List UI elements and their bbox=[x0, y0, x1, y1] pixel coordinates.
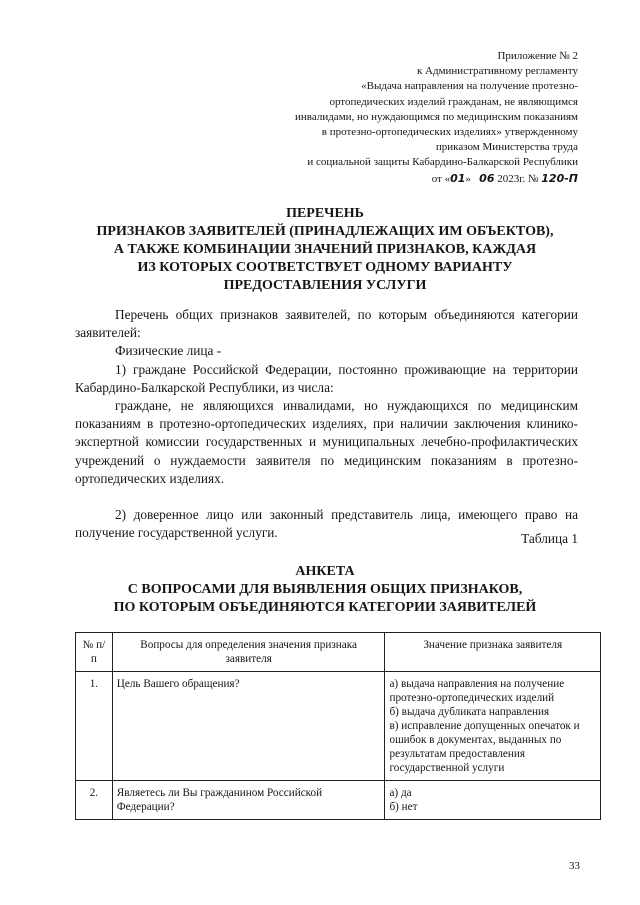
appendix-line: Приложение № 2 bbox=[497, 50, 578, 62]
row-num: 2. bbox=[76, 781, 113, 820]
document-title bbox=[60, 205, 590, 295]
option: в) исправление допущенных опечаток и ошибок в документах, выданных по результатам предоставления государственной услуги bbox=[389, 720, 580, 774]
questionnaire-title-line: С ВОПРОСАМИ ДЛЯ ВЫЯВЛЕНИЯ ОБЩИХ ПРИЗНАКОВ, bbox=[127, 582, 523, 597]
row-options bbox=[385, 672, 601, 781]
physical-persons: Физические лица - bbox=[115, 343, 222, 359]
appendix-line: к Административному регламенту bbox=[416, 65, 578, 78]
questionnaire-title bbox=[60, 563, 590, 617]
row-question: Цель Вашего обращения? bbox=[112, 672, 385, 781]
item-1-text: граждане Российской Федерации, постоянно проживающие на территории Кабардино-Балкарской Республики, из числа: bbox=[75, 361, 579, 395]
table-row bbox=[76, 672, 601, 781]
intro-paragraph: Перечень общих признаков заявителей, по которым объединяются категории заявителей: bbox=[75, 307, 578, 341]
appendix-header bbox=[218, 49, 578, 187]
appendix-line: «Выдача направления на получение протезно- bbox=[361, 80, 578, 93]
option: б) выдача дубликата направления bbox=[389, 706, 550, 718]
handwritten-day: 01 bbox=[450, 171, 466, 185]
option: а) выдача направления на получение протезно-ортопедических изделий bbox=[389, 678, 565, 704]
row-options bbox=[385, 781, 601, 820]
item-2-paragraph: 2) доверенное лицо или законный представитель лица, имеющего право на получение государственной услуги. bbox=[75, 507, 578, 541]
date-year: 2023г. № bbox=[494, 172, 542, 185]
date-mid: » bbox=[465, 172, 474, 185]
header-num: № п/п bbox=[76, 633, 113, 672]
appendix-line: в протезно-ортопедических изделиях» утвержденному bbox=[321, 126, 578, 139]
handwritten-month: 06 bbox=[479, 171, 495, 185]
questionnaire-title-line: ПО КОТОРЫМ ОБЪЕДИНЯЮТСЯ КАТЕГОРИИ ЗАЯВИТЕЛЕЙ bbox=[113, 600, 537, 615]
appendix-date bbox=[218, 171, 578, 187]
appendix-line: и социальной защиты Кабардино-Балкарской Республики bbox=[307, 156, 578, 169]
questionnaire-table bbox=[75, 632, 601, 820]
page-number: 33 bbox=[569, 860, 580, 872]
option: б) нет bbox=[389, 801, 418, 813]
date-prefix: от « bbox=[431, 172, 451, 185]
body-text bbox=[75, 306, 578, 542]
title-line: ПРЕДОСТАВЛЕНИЯ УСЛУГИ bbox=[223, 278, 427, 293]
table-row bbox=[76, 781, 601, 820]
handwritten-order-number: 120-П bbox=[541, 171, 578, 185]
citizens-paragraph: граждане, не являющихся инвалидами, но нуждающихся по медицинским показаниям в протезно-ортопедических изделиях, при наличии заключения клинико-экспертной комиссии государственных и муниципальных лечебно-профилактических учреждений о нуждаемости заявителя по медицинским показаниям в протезно-ортопедических изделиях. bbox=[75, 398, 578, 486]
title-line: ПРИЗНАКОВ ЗАЯВИТЕЛЕЙ (ПРИНАДЛЕЖАЩИХ ИМ ОБЪЕКТОВ), bbox=[96, 224, 554, 239]
table-header-row bbox=[76, 633, 601, 672]
header-value: Значение признака заявителя bbox=[385, 633, 601, 672]
title-line: А ТАКЖЕ КОМБИНАЦИИ ЗНАЧЕНИЙ ПРИЗНАКОВ, КАЖДАЯ bbox=[113, 242, 537, 257]
appendix-line: ортопедических изделий гражданам, не являющимся bbox=[329, 95, 578, 108]
item-1-paragraph bbox=[75, 361, 578, 397]
appendix-line: инвалидами, но нуждающимся по медицинским показаниям bbox=[295, 110, 578, 123]
row-question: Являетесь ли Вы гражданином Российской Федерации? bbox=[112, 781, 385, 820]
title-line: ПЕРЕЧЕНЬ bbox=[286, 206, 364, 221]
questionnaire-title-line: АНКЕТА bbox=[295, 564, 355, 579]
title-line: ИЗ КОТОРЫХ СООТВЕТСТВУЕТ ОДНОМУ ВАРИАНТУ bbox=[137, 260, 513, 275]
row-num: 1. bbox=[76, 672, 113, 781]
option: а) да bbox=[389, 787, 412, 799]
appendix-line: приказом Министерства труда bbox=[435, 141, 578, 154]
item-1-number: 1) bbox=[115, 361, 127, 377]
header-question: Вопросы для определения значения признака заявителя bbox=[112, 633, 385, 672]
table-label: Таблица 1 bbox=[521, 531, 578, 546]
